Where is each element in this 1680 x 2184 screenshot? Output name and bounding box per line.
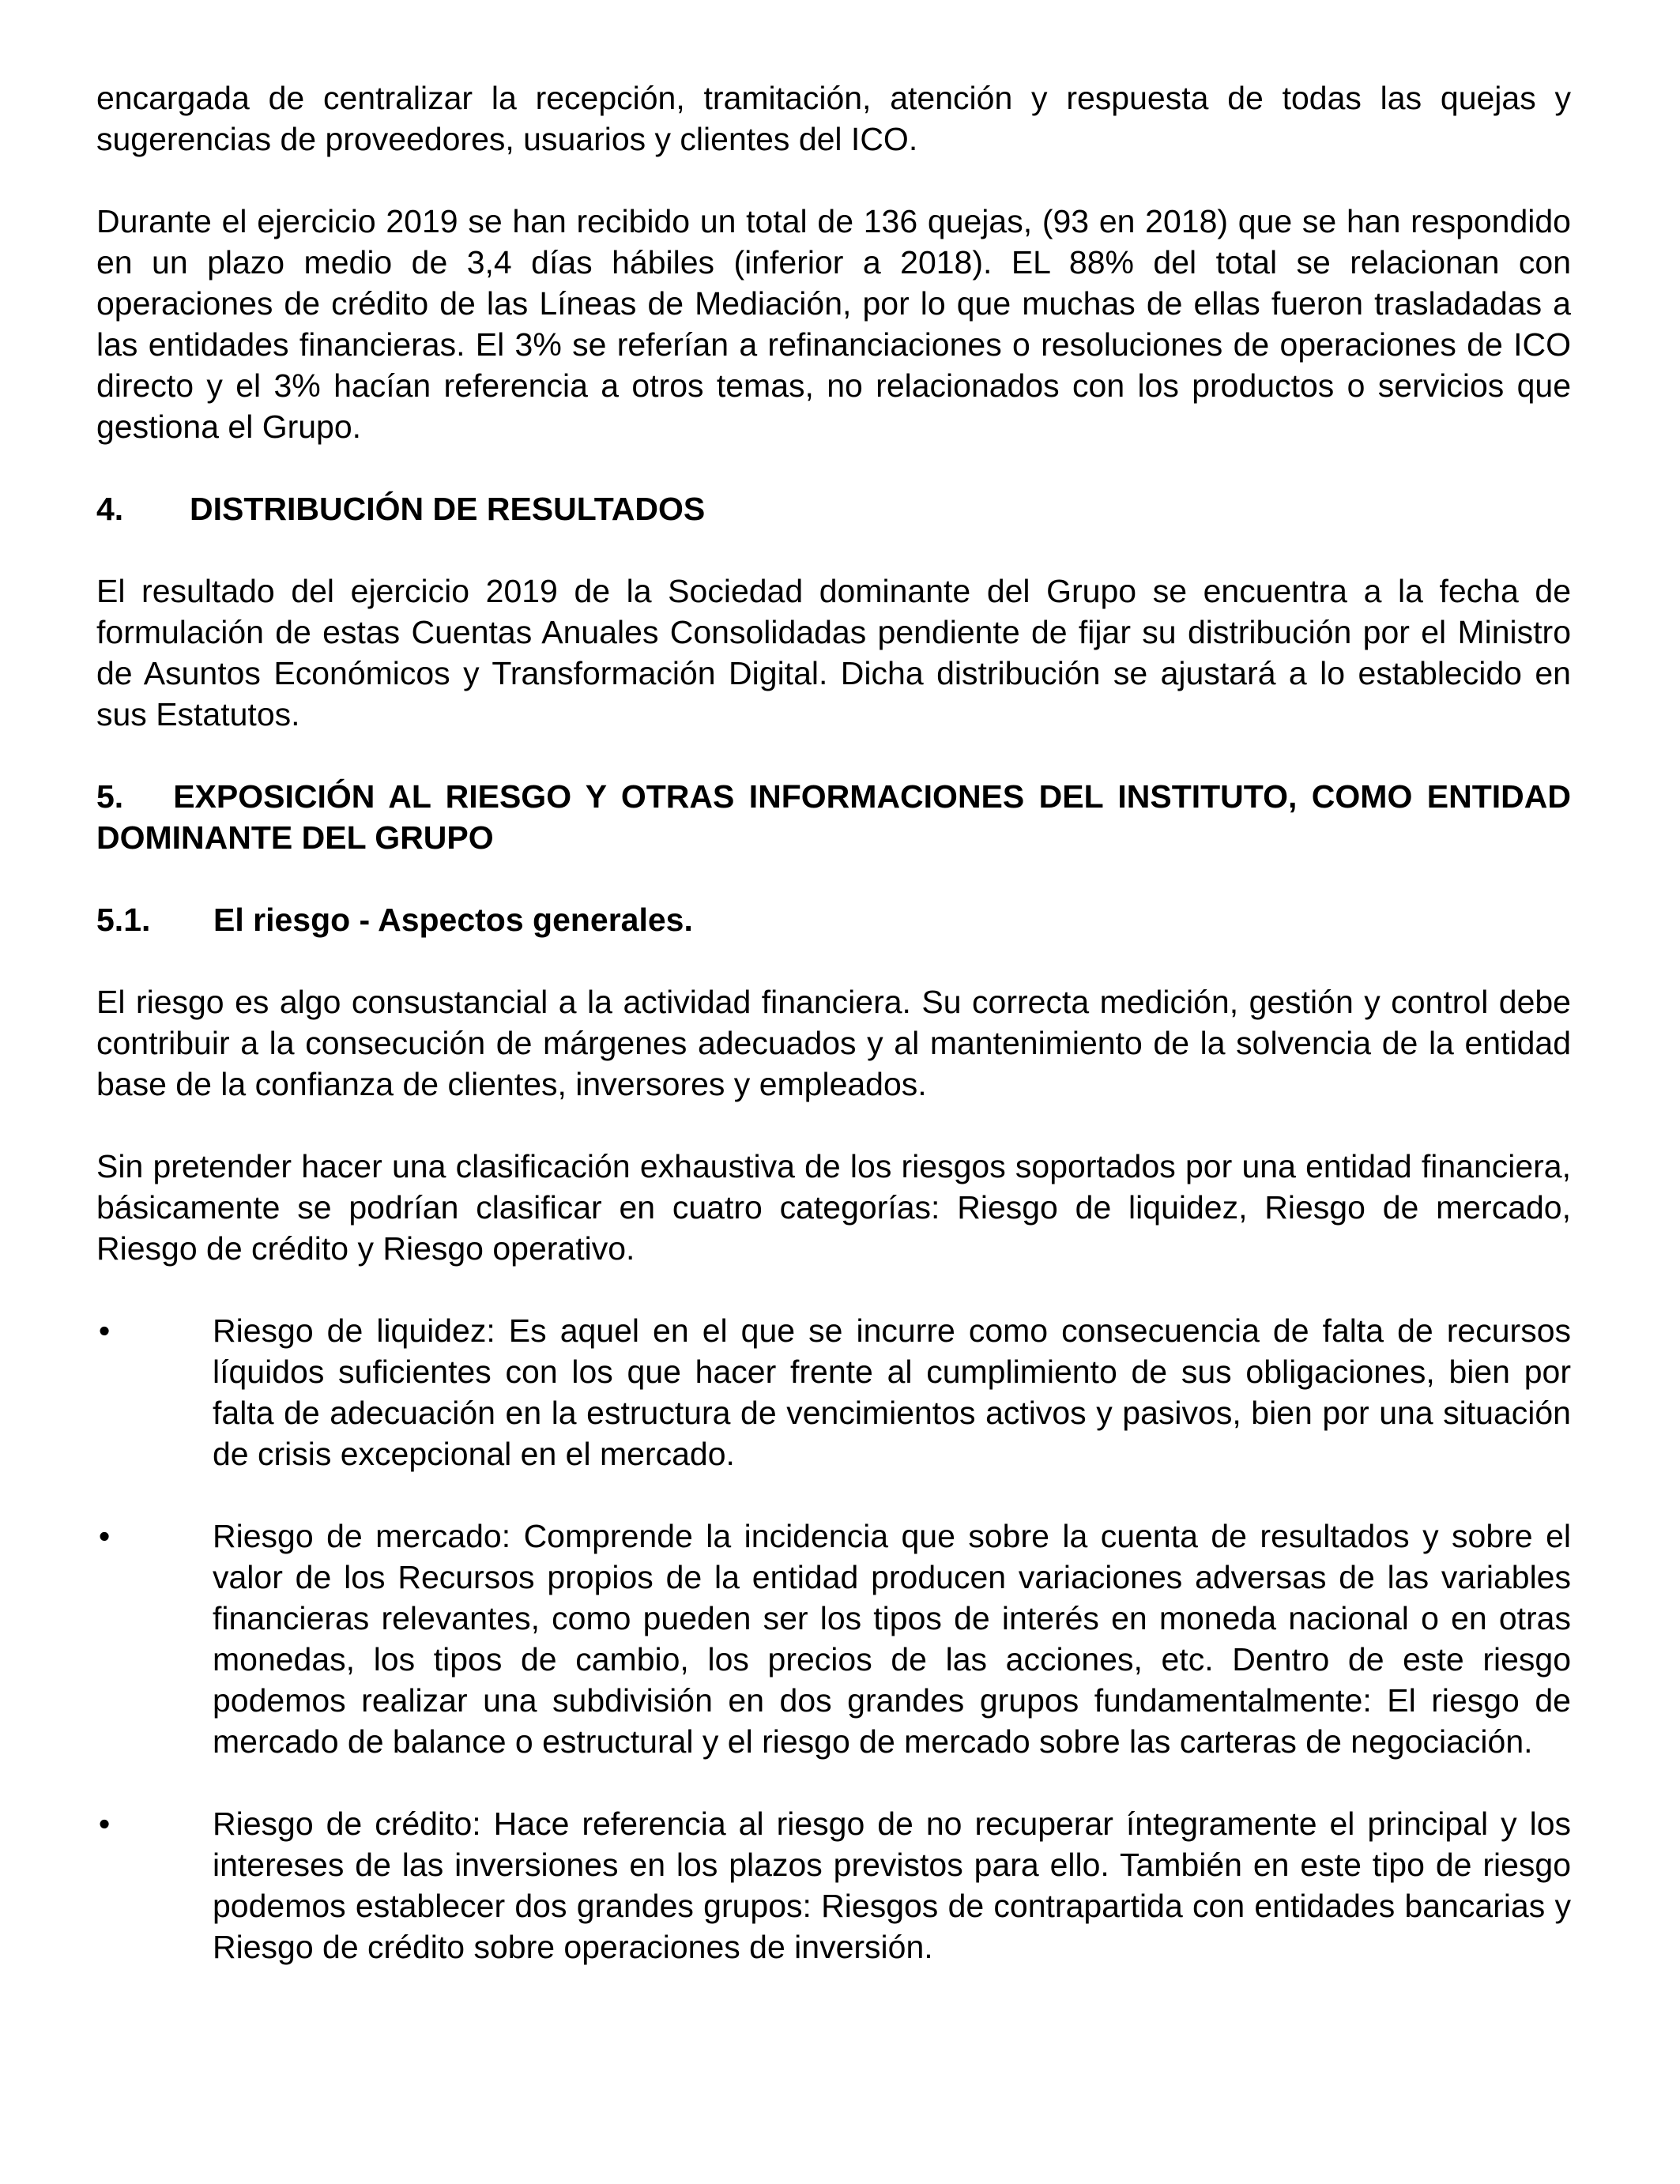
section-4-number: 4.: [96, 491, 124, 527]
section-4-heading: [96, 488, 1571, 529]
list-item: [96, 1803, 1571, 1967]
document-page: [96, 77, 1571, 2009]
risk-mercado-text: Riesgo de mercado: Comprende la incidencia que sobre la cuenta de resultados y sobre el valor de los Recursos propios de la entidad producen variaciones adversas de las variables financieras relevantes, como pueden ser los tipos de interés en moneda nacional o en otras monedas, los tipos de cambio, los precios de las acciones, etc. Dentro de este riesgo podemos realizar una subdivisión en dos grandes grupos fundamentalmente: El riesgo de mercado de balance o estructural y el riesgo de mercado sobre las carteras de negociación.: [213, 1518, 1571, 1760]
section-5-1-title: El riesgo - Aspectos generales.: [213, 902, 693, 938]
section-4-title: DISTRIBUCIÓN DE RESULTADOS: [190, 491, 706, 527]
risk-list: [96, 1310, 1571, 1967]
intro-paragraph-1: encargada de centralizar la recepción, tramitación, atención y respuesta de todas las quejas y sugerencias de proveedores, usuarios y clientes del ICO.: [96, 80, 1571, 157]
section-5-heading: [96, 776, 1571, 858]
section-5-title: EXPOSICIÓN AL RIESGO Y OTRAS INFORMACIONES DEL INSTITUTO, COMO ENTIDAD DOMINANTE DEL GRUPO: [96, 778, 1571, 856]
list-item: [96, 1516, 1571, 1762]
bullet-icon: •: [98, 1806, 111, 1842]
bullet-icon: •: [98, 1312, 111, 1349]
risk-credito-text: Riesgo de crédito: Hace referencia al riesgo de no recuperar íntegramente el principal y los intereses de las inversiones en los plazos previstos para ello. También en este tipo de riesgo podemos establecer dos grandes grupos: Riesgos de contrapartida con entidades bancarias y Riesgo de crédito sobre operaciones de inversión.: [213, 1806, 1571, 1965]
intro-paragraph-2: Durante el ejercicio 2019 se han recibido un total de 136 quejas, (93 en 2018) que se han respondido en un plazo medio de 3,4 días hábiles (inferior a 2018). EL 88% del total se relacionan con operaciones de crédito de las Líneas de Mediación, por lo que muchas de ellas fueron trasladadas a las entidades financieras. El 3% se referían a refinanciaciones o resoluciones de operaciones de ICO directo y el 3% hacían referencia a otros temas, no relacionados con los productos o servicios que gestiona el Grupo.: [96, 203, 1571, 445]
section-5-1-heading: [96, 899, 1571, 940]
section-4-paragraph: El resultado del ejercicio 2019 de la Sociedad dominante del Grupo se encuentra a la fecha de formulación de estas Cuentas Anuales Consolidadas pendiente de fijar su distribución por el Ministro de Asuntos Económicos y Transformación Digital. Dicha distribución se ajustará a lo establecido en sus Estatutos.: [96, 573, 1571, 732]
section-5-number: 5.: [96, 778, 124, 815]
section-5-1-paragraph-1: El riesgo es algo consustancial a la actividad financiera. Su correcta medición, gestión y control debe contribuir a la consecución de márgenes adecuados y al mantenimiento de la solvencia de la entidad base de la confianza de clientes, inversores y empleados.: [96, 984, 1571, 1102]
list-item: [96, 1310, 1571, 1474]
section-5-1-number: 5.1.: [96, 902, 151, 938]
bullet-icon: •: [98, 1518, 111, 1554]
risk-liquidez-text: Riesgo de liquidez: Es aquel en el que se incurre como consecuencia de falta de recursos líquidos suficientes con los que hacer frente al cumplimiento de sus obligaciones, bien por falta de adecuación en la estructura de vencimientos activos y pasivos, bien por una situación de crisis excepcional en el mercado.: [213, 1312, 1571, 1472]
section-5-1-paragraph-2: Sin pretender hacer una clasificación exhaustiva de los riesgos soportados por una entidad financiera, básicamente se podrían clasificar en cuatro categorías: Riesgo de liquidez, Riesgo de mercado, Riesgo de crédito y Riesgo operativo.: [96, 1148, 1571, 1267]
